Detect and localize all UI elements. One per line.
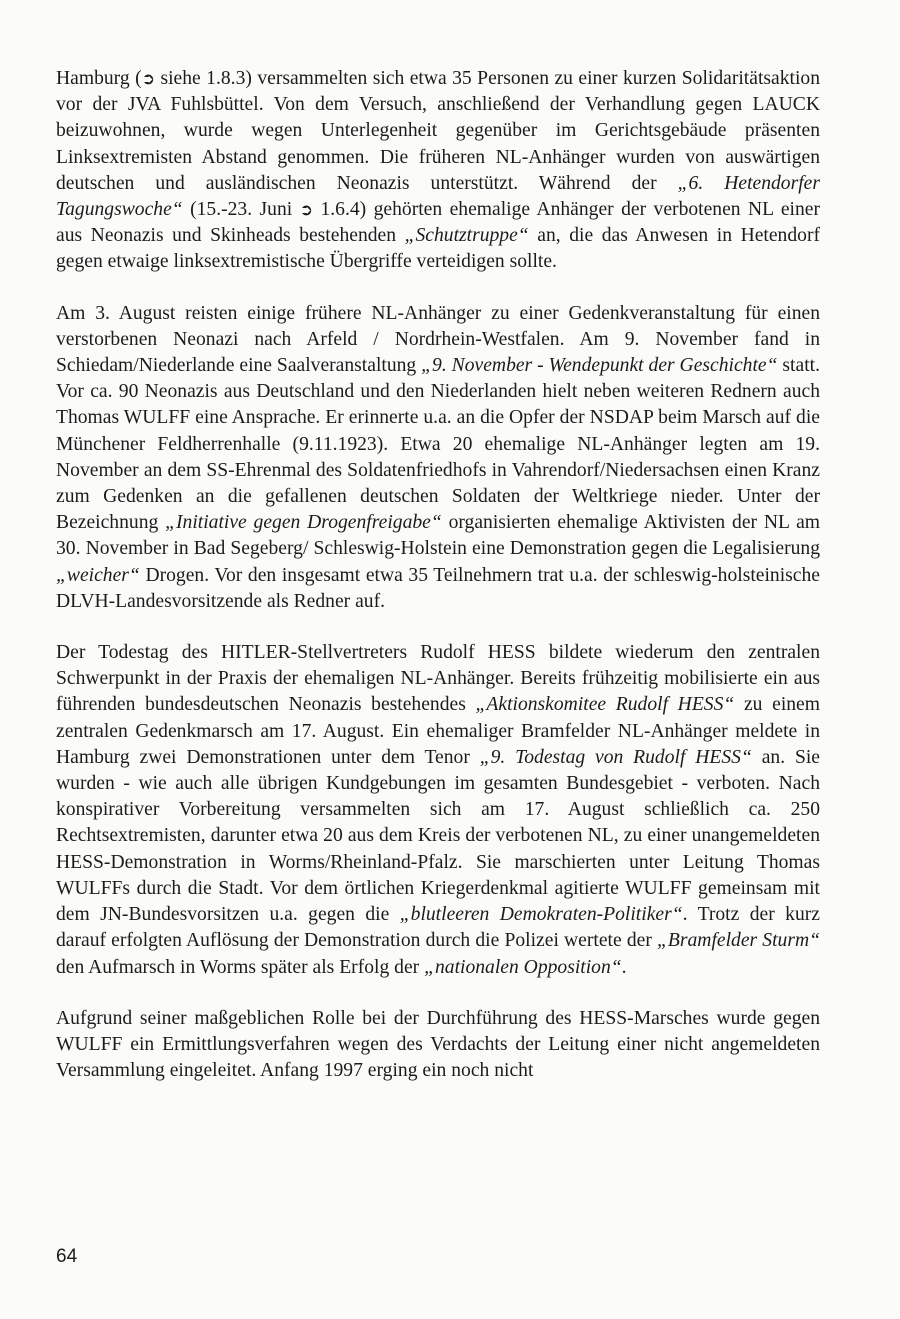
italic-title: „Bramfelder Sturm“ (657, 930, 820, 952)
text-run: organisierten ehemalige Aktivisten der NL am 30. November in Bad Segeberg/ Schleswig-Holstein eine Demonstration gegen die Legalisierung (56, 512, 821, 560)
arrow-reference-icon: ➲ (299, 200, 314, 220)
text-run: Aufgrund seiner maßgeblichen Rolle bei der Durchführung des HESS-Marsches wurde gegen WULFF ein Ermittlungsverfahren wegen des Verdachts der Leitung einer nicht angemeldeten Versammlung eingeleitet. Anfang 1997 erging ein noch nicht (56, 1007, 820, 1082)
text-run: Am 3. August reisten einige frühere NL-Anhänger zu einer Gedenkveranstaltung für einen verstorbenen Neonazi nach Arfeld / Nordrhein-Westfalen. Am 9. November fand in Schiedam/Niederlande eine Saalveranstaltung (56, 302, 820, 377)
text-run: . Trotz der kurz darauf erfolgten Auflösung der Demonstration durch die Polizei wertete der (56, 904, 820, 952)
paragraph (56, 301, 820, 615)
page-number: 64 (56, 1246, 78, 1267)
italic-title: „Schutztruppe“ (404, 225, 529, 247)
body-text (56, 66, 820, 1109)
text-run: . (621, 956, 627, 978)
text-run: 1.6.4) gehörten ehemalige Anhänger der verbotenen NL einer aus Neonazis und Skinheads bestehenden (56, 199, 820, 247)
italic-title: „Initiative gegen Drogenfreigabe“ (165, 512, 442, 534)
italic-title: „nationalen Opposition“ (424, 956, 622, 978)
paragraph (56, 640, 820, 981)
italic-title: „6. Hetendorfer Tagungswoche“ (56, 172, 820, 221)
text-run: an. Sie wurden - wie auch alle übrigen Kundgebungen im gesamten Bundesgebiet - verboten. Nach konspirativer Vorbereitung versammelten sich am 17. August schließlich ca. 250 Rechtsextremisten, darunter etwa 20 aus dem Kreis der verbotenen NL, zu einer unangemeldeten HESS-Demonstration in Worms/Rheinland-Pfalz. Sie marschierten unter Leitung Thomas WULFFs durch die Stadt. Vor dem örtlichen Kriegerdenkmal agitierte WULFF gemeinsam mit dem JN-Bundesvorsitzen u.a. gegen die (56, 746, 820, 926)
text-run: Hamburg ( (56, 68, 142, 89)
arrow-reference-icon: ➲ (141, 69, 156, 88)
text-run: den Aufmarsch in Worms später als Erfolg der (56, 956, 425, 978)
paragraph (56, 1006, 820, 1085)
italic-title: „blutleeren Demokraten-Politiker“ (399, 904, 683, 926)
italic-title: „Aktionskomitee Rudolf HESS“ (475, 694, 735, 716)
text-run: Der Todestag des HITLER-Stellvertreters Rudolf HESS bildete wiederum den zentralen Schwerpunkt in der Praxis der ehemaligen NL-Anhänger. Bereits frühzeitig mobilisierte ein aus führenden bundesdeutschen Neonazis bestehendes (56, 642, 820, 716)
text-run: zu einem zentralen Gedenkmarsch am 17. August. Ein ehemaliger Bramfelder NL-Anhänger meldete in Hamburg zwei Demonstrationen unter dem Tenor (56, 694, 820, 768)
text-run: Drogen. Vor den insgesamt etwa 35 Teilnehmern trat u.a. der schleswig-holsteinische DLVH-Landesvorsitzende als Redner auf. (56, 564, 820, 612)
italic-title: „9. November - Wendepunkt der Geschichte“ (421, 355, 778, 377)
text-run: (15.-23. Juni (182, 199, 300, 221)
paragraph (56, 66, 820, 276)
text-run: siehe 1.8.3) versammelten sich etwa 35 Personen zu einer kurzen Solidaritätsaktion vor der JVA Fuhlsbüttel. Von dem Versuch, anschließend der Verhandlung gegen LAUCK beizuwohnen, wurde wegen Unterlegenheit gegenüber im Gerichtsgebäude präsenten Linksextremisten Abstand genommen. Die früheren NL-Anhänger wurden von auswärtigen deutschen und ausländischen Neonazis unterstützt. Während der (56, 68, 820, 194)
italic-title: „9. Todestag von Rudolf HESS“ (479, 746, 752, 768)
text-run: statt. Vor ca. 90 Neonazis aus Deutschland und den Niederlanden hielt neben weiteren Rednern auch Thomas WULFF eine Ansprache. Er erinnerte u.a. an die Opfer der NSDAP beim Marsch auf die Münchener Feldherrenhalle (9.11.1923). Etwa 20 ehemalige NL-Anhänger legten am 19. November an dem SS-Ehrenmal des Soldatenfriedhofs in Vahrendorf/Niedersachsen einen Kranz zum Gedenken an die gefallenen deutschen Soldaten der Weltkriege nieder. Unter der Bezeichnung (56, 355, 820, 534)
text-run: an, die das Anwesen in Hetendorf gegen etwaige linksextremistische Übergriffe verteidigen sollte. (56, 225, 820, 273)
italic-title: „weicher“ (56, 564, 140, 586)
